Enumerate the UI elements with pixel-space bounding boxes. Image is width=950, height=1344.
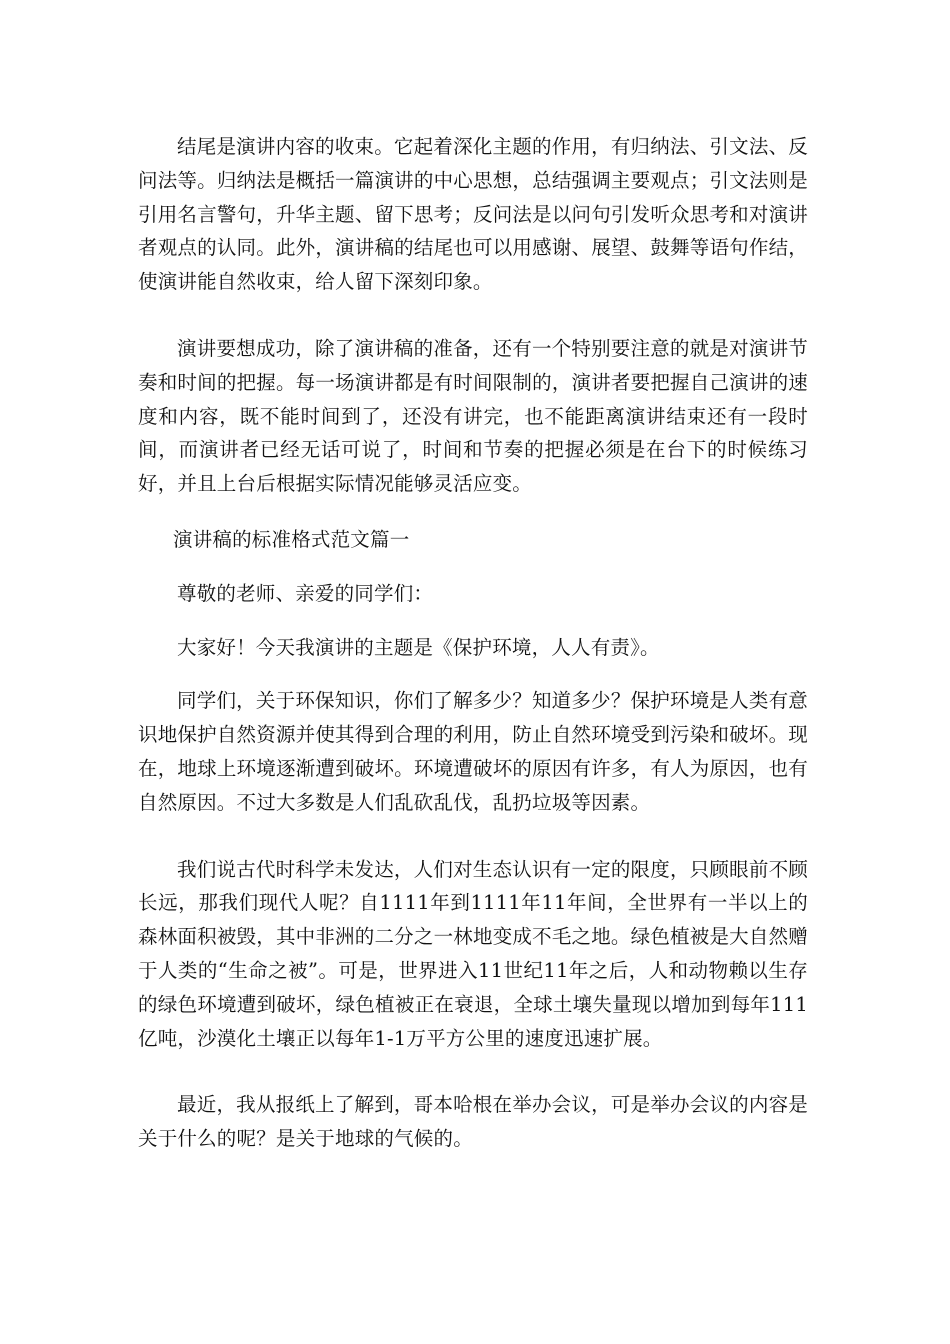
greeting-topic: 大家好！今天我演讲的主题是《保护环境，人人有责》。 xyxy=(177,635,660,659)
section-heading: 演讲稿的标准格式范文篇一 xyxy=(173,527,410,551)
paragraph-copenhagen: 最近，我从报纸上了解到，哥本哈根在举办会议，可是举办会议的内容是关于什么的呢？是关于地球的气候的。 xyxy=(138,1093,808,1151)
document-body xyxy=(138,130,808,1156)
paragraph-ending-methods: 结尾是演讲内容的收束。它起着深化主题的作用，有归纳法、引文法、反问法等。归纳法是概括一篇演讲的中心思想，总结强调主要观点；引文法则是引用名言警句，升华主题、留下思考；反问法是以问句引发听众思考和对演讲者观点的认同。此外，演讲稿的结尾也可以用感谢、展望、鼓舞等语句作结，使演讲能自然收束，给人留下深刻印象。 xyxy=(138,135,808,294)
paragraph-environment-knowledge: 同学们，关于环保知识，你们了解多少？知道多少？保护环境是人类有意识地保护自然资源并使其得到合理的利用，防止自然环境受到污染和破坏。现在，地球上环境逐渐遭到破坏。环境遭破坏的原因有许多，有人为原因，也有自然原因。不过大多数是人们乱砍乱伐，乱扔垃圾等因素。 xyxy=(138,689,808,814)
paragraph-rhythm-time: 演讲要想成功，除了演讲稿的准备，还有一个特别要注意的就是对演讲节奏和时间的把握。每一场演讲都是有时间限制的，演讲者要把握自己演讲的速度和内容，既不能时间到了，还没有讲完，也不能距离演讲结束还有一段时间，而演讲者已经无话可说了，时间和节奏的把握必须是在台下的时候练习好，并且上台后根据实际情况能够灵活应变。 xyxy=(138,336,808,496)
salutation: 尊敬的老师、亲爱的同学们： xyxy=(177,581,434,605)
paragraph-forest-destruction: 我们说古代时科学未发达，人们对生态认识有一定的限度，只顾眼前不顾长远，那我们现代人呢？自1111年到1111年11年间，全世界有一半以上的森林面积被毁，其中非洲的二分之一林地变成不毛之地。绿色植被是大自然赠于人类的“生命之被”。可是，世界进入11世纪11年之后，人和动物赖以生存的绿色环境遭到破坏，绿色植被正在衰退，全球土壤失量现以增加到每年111亿吨，沙漠化土壤正以每年1-1万平方公里的速度迅速扩展。 xyxy=(138,857,808,1050)
